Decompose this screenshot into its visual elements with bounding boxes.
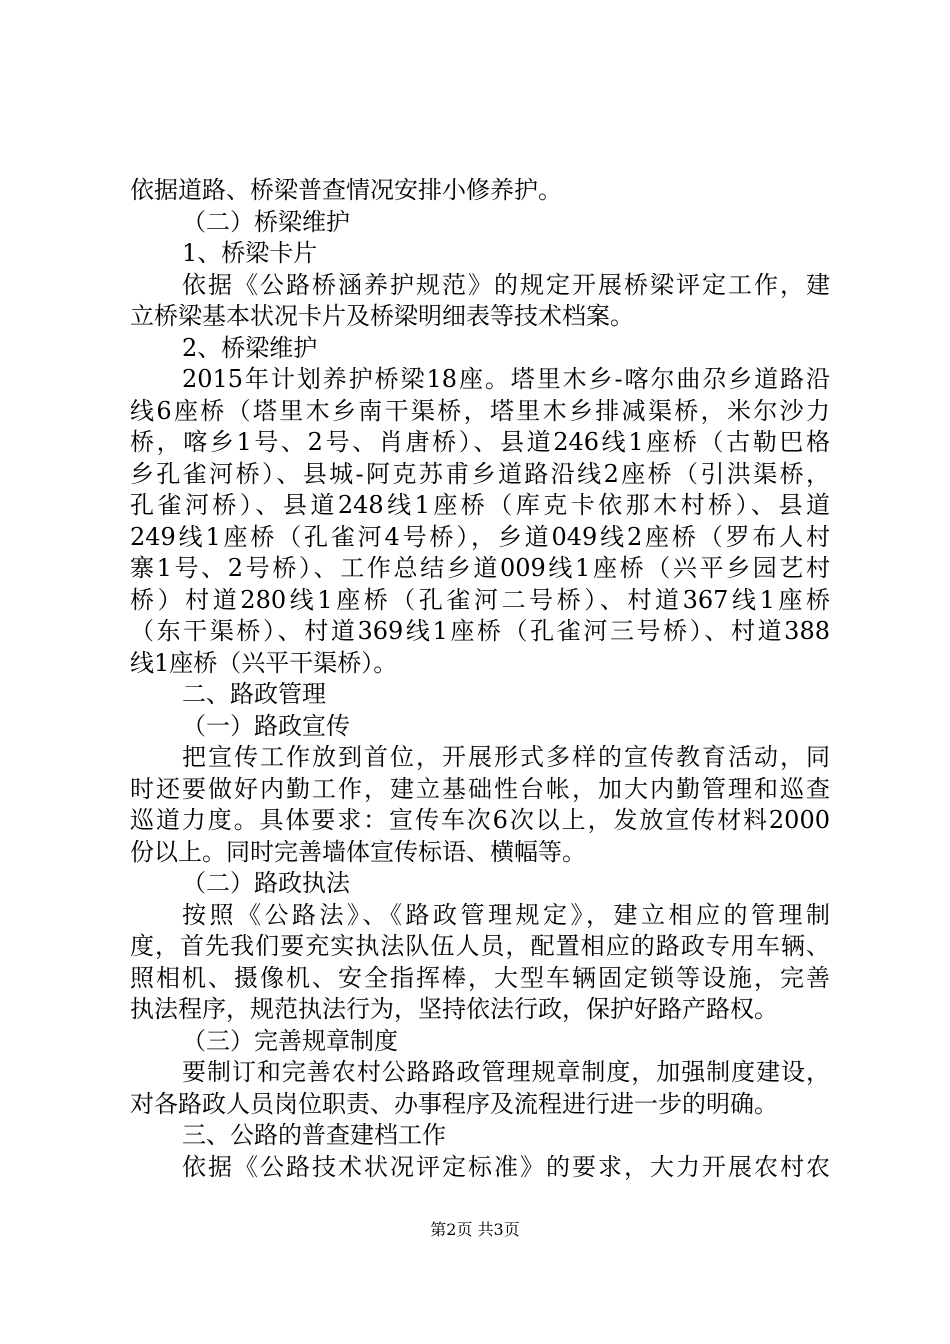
text-line: （一）路政宣传 bbox=[182, 711, 350, 740]
text-line: 桥）村道280线1座桥（孔雀河二号桥）、村道367线1座桥 bbox=[130, 585, 830, 614]
text-line: 依据《公路技术状况评定标准》的要求，大力开展农村农 bbox=[182, 1152, 830, 1181]
text-line: 寨1号、2号桥）、工作总结乡道009线1座桥（兴平乡园艺村 bbox=[130, 554, 830, 582]
text-line: 照相机、摄像机、安全指挥棒，大型车辆固定锁等设施，完善 bbox=[130, 963, 830, 992]
text-line: 份以上。同时完善墙体宣传标语、横幅等。 bbox=[130, 837, 586, 866]
text-line: 依据《公路桥涵养护规范》的规定开展桥梁评定工作，建 bbox=[182, 270, 830, 299]
text-line: 孔雀河桥）、县道248线1座桥（库克卡依那木村桥）、县道 bbox=[130, 491, 830, 519]
text-line: 三、公路的普查建档工作 bbox=[182, 1121, 446, 1149]
text-line: 乡孔雀河桥）、县城-阿克苏甫乡道路沿线2座桥（引洪渠桥， bbox=[130, 459, 830, 488]
text-line: 桥，喀乡1号、2号、肖唐桥）、县道246线1座桥（古勒巴格 bbox=[130, 428, 830, 456]
text-line: 执法程序，规范执法行为，坚持依法行政，保护好路产路权。 bbox=[130, 995, 778, 1023]
text-line: 把宣传工作放到首位，开展形式多样的宣传教育活动，同 bbox=[182, 743, 830, 771]
document-body bbox=[130, 175, 830, 1183]
page-footer: 第2页 共3页 bbox=[430, 1220, 520, 1239]
text-line: 立桥梁基本状况卡片及桥梁明细表等技术档案。 bbox=[130, 302, 634, 330]
text-line: （二）桥梁维护 bbox=[182, 207, 350, 236]
text-line: （东干渠桥）、村道369线1座桥（孔雀河三号桥）、村道388 bbox=[130, 617, 830, 645]
text-line: 1、桥梁卡片 bbox=[182, 239, 318, 267]
text-line: （三）完善规章制度 bbox=[182, 1026, 398, 1055]
text-line: 2015年计划养护桥梁18座。塔里木乡-喀尔曲尕乡道路沿 bbox=[182, 365, 830, 393]
text-line: 线1座桥（兴平干渠桥）。 bbox=[130, 648, 398, 677]
text-line: 线6座桥（塔里木乡南干渠桥，塔里木乡排减渠桥，米尔沙力 bbox=[130, 396, 830, 425]
text-line: 按照《公路法》、《路政管理规定》，建立相应的管理制 bbox=[182, 900, 830, 929]
text-line: 2、桥梁维护 bbox=[182, 333, 318, 362]
text-line: 二、路政管理 bbox=[182, 680, 326, 708]
text-line: 巡道力度。具体要求：宣传车次6次以上，发放宣传材料2000 bbox=[130, 806, 830, 834]
text-line: 依据道路、桥梁普查情况安排小修养护。 bbox=[130, 176, 562, 204]
text-line: （二）路政执法 bbox=[182, 869, 350, 897]
text-line: 度，首先我们要充实执法队伍人员，配置相应的路政专用车辆、 bbox=[130, 932, 830, 960]
text-line: 时还要做好内勤工作，建立基础性台帐，加大内勤管理和巡查 bbox=[130, 774, 830, 803]
text-line: 对各路政人员岗位职责、办事程序及流程进行进一步的明确。 bbox=[130, 1089, 778, 1118]
text-line: 要制订和完善农村公路路政管理规章制度，加强制度建设， bbox=[182, 1058, 830, 1086]
text-line: 249线1座桥（孔雀河4号桥），乡道049线2座桥（罗布人村 bbox=[130, 522, 830, 551]
